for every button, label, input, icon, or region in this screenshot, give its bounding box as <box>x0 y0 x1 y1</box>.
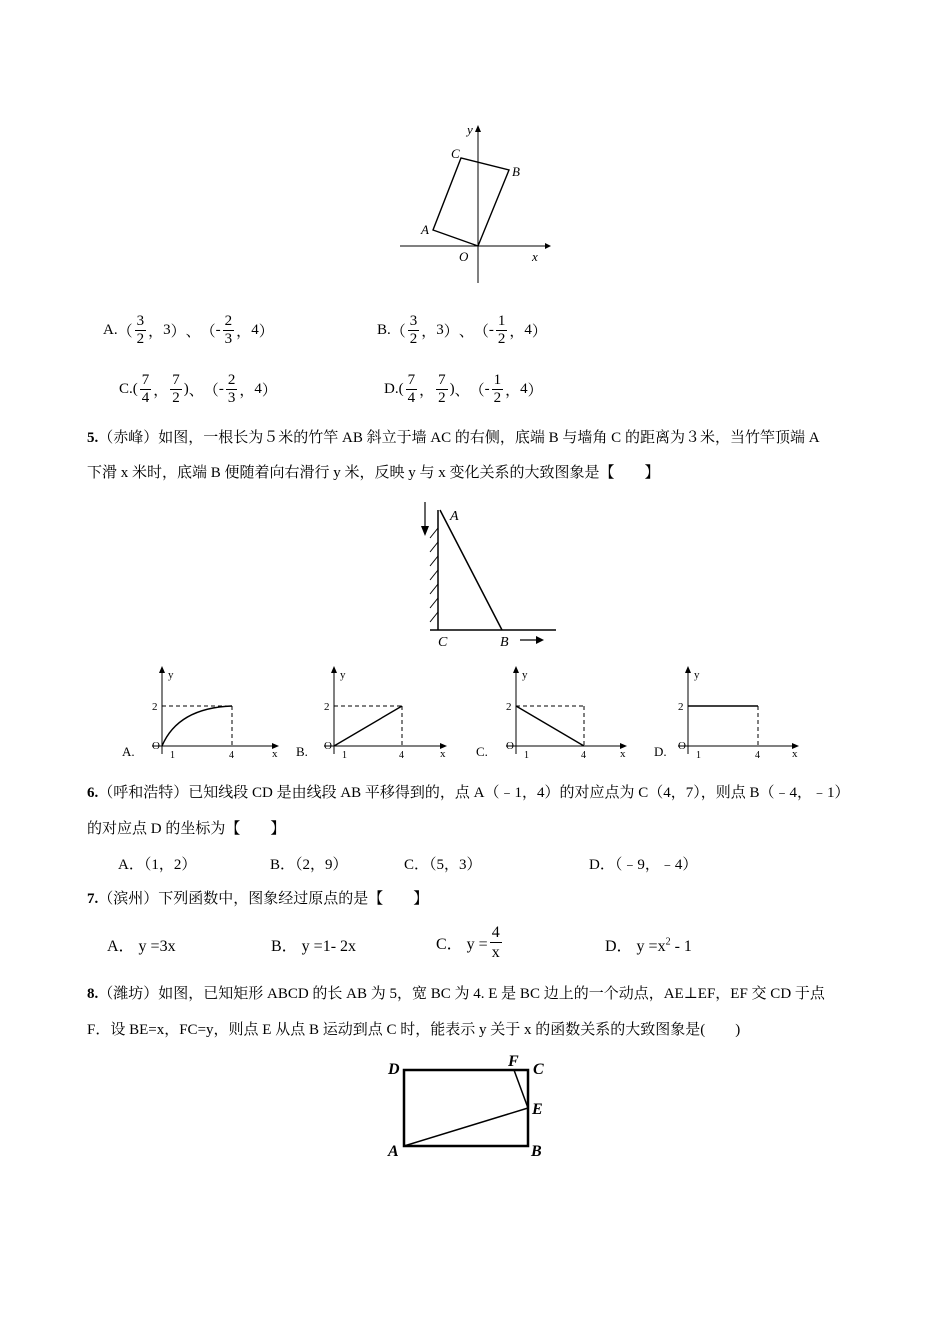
q8-number: 8. <box>87 986 99 1002</box>
q6-option-d: D．（﹣9，﹣4） <box>589 857 698 873</box>
graph-c <box>470 664 645 759</box>
label-e: E <box>532 1101 543 1118</box>
svg-text:O: O <box>152 740 160 752</box>
svg-text:y: y <box>694 669 700 681</box>
graph-label-b: B. <box>296 744 308 759</box>
q7-line: 7.（滨州）下列函数中，图象经过原点的是【 】 <box>87 891 429 907</box>
svg-text:x: x <box>792 748 798 759</box>
q4-option-b: B. （ $\frac{3}{2}$ ， 3 ） 、 （ - $\frac{1}{2}$ ， 4 ） <box>377 313 547 347</box>
q6-line2: 的对应点 D 的坐标为【 】 <box>87 821 286 837</box>
q7-number: 7. <box>87 891 99 907</box>
svg-text:4: 4 <box>399 750 404 759</box>
q5-line1: 5.（赤峰）如图，一根长为５米的竹竿 AB 斜立于墙 AC 的右侧，底端 B 与墙角 C 的距离为３米，当竹竿顶端 A <box>87 430 820 446</box>
q7-option-b: B． y =1- 2x <box>271 938 357 955</box>
svg-text:y: y <box>168 669 174 681</box>
q7-option-a: A． y =3x <box>107 938 176 955</box>
svg-text:y: y <box>340 669 346 681</box>
rectangle-oacb <box>433 158 509 246</box>
q7-option-c: C． y = $\frac{4}{x}$ <box>436 924 500 961</box>
graph-label-c: C. <box>476 744 488 759</box>
ladder-figure <box>410 498 560 650</box>
q6-option-b: B．（2，9） <box>270 857 348 873</box>
svg-text:1: 1 <box>170 750 175 759</box>
label-f: F <box>508 1053 519 1070</box>
q6-option-a: A．（1，2） <box>118 857 197 873</box>
label-o: O <box>459 249 469 264</box>
label-a: A <box>450 509 459 524</box>
svg-text:2: 2 <box>152 701 158 713</box>
svg-text:O: O <box>324 740 332 752</box>
graph-label-d: D. <box>654 744 667 759</box>
label-a: A <box>421 222 429 237</box>
label-c: C <box>451 146 460 161</box>
svg-text:O: O <box>506 740 514 752</box>
svg-text:2: 2 <box>324 701 330 713</box>
svg-text:x: x <box>272 748 278 759</box>
svg-text:1: 1 <box>524 750 529 759</box>
svg-text:4: 4 <box>581 750 586 759</box>
q5-number: 5. <box>87 430 99 446</box>
label-b: B <box>500 635 509 650</box>
label-b: B <box>531 1143 542 1160</box>
svg-text:y: y <box>522 669 528 681</box>
label-x: x <box>532 249 538 264</box>
q6-line1: 6.（呼和浩特）已知线段 CD 是由线段 AB 平移得到的，点 A（﹣1，4）的对应点为 C（4，7），则点 B（﹣4，﹣1） <box>87 785 850 801</box>
graph-d <box>648 664 823 759</box>
label-a: A <box>388 1143 399 1160</box>
svg-text:1: 1 <box>342 750 347 759</box>
graph-b <box>290 664 465 759</box>
coordinate-figure <box>395 118 565 288</box>
q6-number: 6. <box>87 785 99 801</box>
label-b: B <box>512 164 520 179</box>
graph-label-a: A. <box>122 744 135 759</box>
svg-text:2: 2 <box>506 701 512 713</box>
rectangle-figure <box>384 1048 564 1160</box>
q5-line2: 下滑 x 米时，底端 B 便随着向右滑行 y 米，反映 y 与 x 变化关系的大致图象是【 】 <box>87 465 660 481</box>
q6-option-c: C．（5，3） <box>404 857 482 873</box>
svg-text:1: 1 <box>696 750 701 759</box>
rectangle-abcd <box>404 1070 528 1146</box>
svg-text:x: x <box>620 748 626 759</box>
q4-option-a: A. （ $\frac{3}{2}$ ， 3 ） 、 （ - $\frac{2}{3}$ ， 4 ） <box>103 313 274 347</box>
q8-line2: F．设 BE=x，FC=y，则点 E 从点 B 运动到点 C 时，能表示 y 关于 x 的函数关系的大致图象是( ) <box>87 1022 741 1038</box>
q4-option-c: C. ( $\frac{7}{4}$ ， $\frac{7}{2}$ ) 、 （ - $\frac{2}{3}$ ， 4 ） <box>119 372 277 406</box>
svg-text:O: O <box>678 740 686 752</box>
q4-option-d: D. ( $\frac{7}{4}$ ， $\frac{7}{2}$ ) 、 （ - $\frac{1}{2}$ ， 4 ） <box>384 372 543 406</box>
q7-option-d: D． $y =x^2 - 1$ <box>605 936 692 955</box>
q8-line1: 8.（潍坊）如图，已知矩形 ABCD 的长 AB 为 5，宽 BC 为 4. E 是 BC 边上的一个动点，AE⊥EF，EF 交 CD 于点 <box>87 986 825 1002</box>
svg-text:x: x <box>440 748 446 759</box>
svg-text:4: 4 <box>755 750 760 759</box>
label-y: y <box>467 122 473 137</box>
label-c: C <box>438 635 448 650</box>
graph-a <box>112 664 287 759</box>
label-c: C <box>533 1061 544 1078</box>
label-d: D <box>388 1061 400 1078</box>
svg-text:4: 4 <box>229 750 234 759</box>
svg-text:2: 2 <box>678 701 684 713</box>
